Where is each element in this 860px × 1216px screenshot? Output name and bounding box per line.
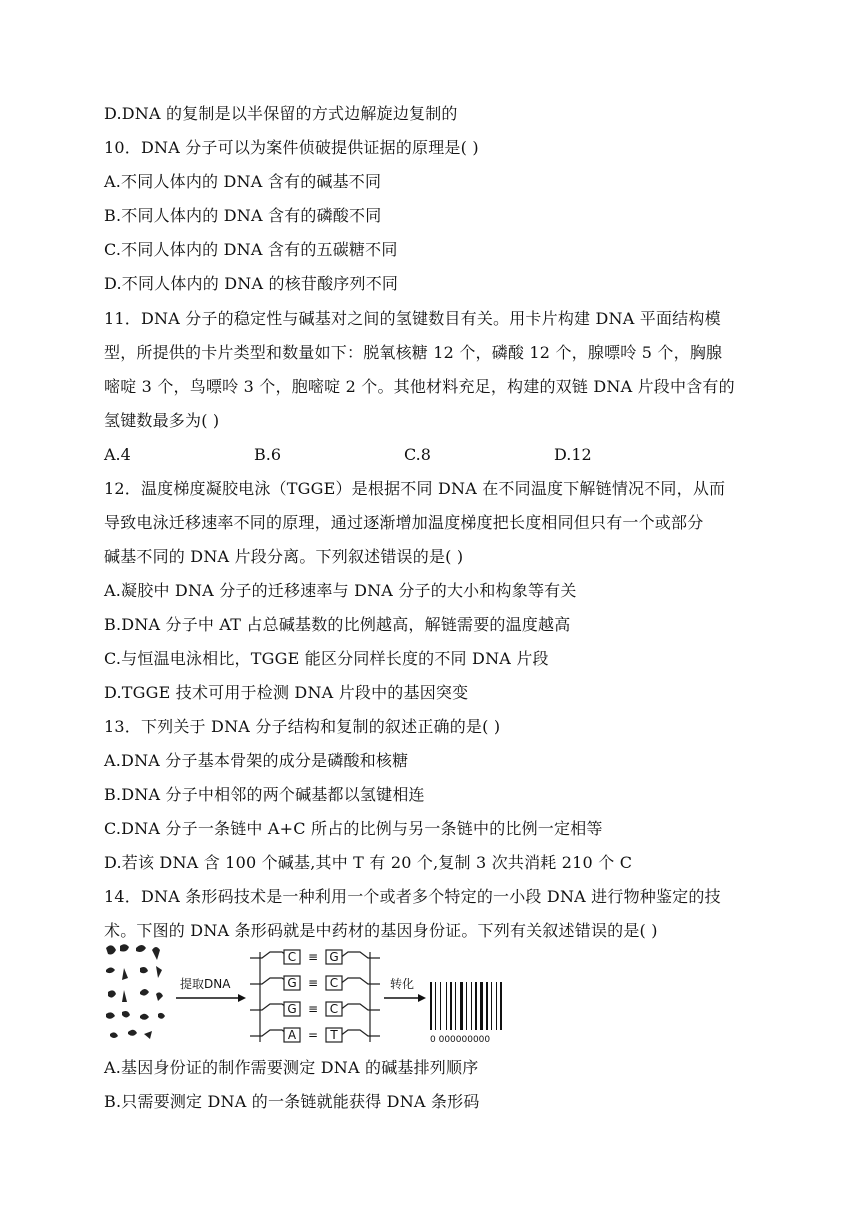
q13-option-c: C.DNA 分子一条链中 A+C 所占的比例与另一条链中的比例一定相等 [104, 819, 603, 838]
convert-label: 转化 [390, 977, 415, 991]
q12-stem-line2: 导致电泳迁移速率不同的原理，通过逐渐增加温度梯度把长度相同但只有一个或部分 [104, 513, 704, 532]
barcode-bar [491, 982, 492, 1030]
q14-stem-line2: 术。下图的 DNA 条形码就是中药材的基因身份证。下列有关叙述错误的是( ) [104, 921, 658, 940]
q12-option-b: B.DNA 分子中 AT 占总碱基数的比例越高，解链需要的温度越高 [104, 615, 571, 634]
q12-option-a: A.凝胶中 DNA 分子的迁移速率与 DNA 分子的大小和构象等有关 [104, 581, 577, 600]
base-letter: G [287, 976, 297, 990]
barcode-bar [496, 982, 497, 1030]
q12-stem-line3: 碱基不同的 DNA 片段分离。下列叙述错误的是( ) [104, 547, 464, 566]
q13-option-d: D.若该 DNA 含 100 个碱基,其中 T 有 20 个,复制 3 次共消耗 210 个 C [104, 853, 633, 872]
q11-option-d: D.12 [554, 445, 592, 464]
barcode-bar [471, 982, 472, 1030]
base-letter: A [287, 1028, 297, 1042]
base-letter: G [287, 1002, 297, 1016]
base-letter: T [330, 1028, 338, 1042]
q9-option-d: D.DNA 的复制是以半保留的方式边解旋边复制的 [104, 104, 458, 123]
q11-stem-line2: 型，所提供的卡片类型和数量如下：脱氧核糖 12 个，磷酸 12 个，腺嘌呤 5 个，胸腺 [104, 343, 723, 362]
barcode-bar [455, 982, 456, 1030]
q12-option-c: C.与恒温电泳相比，TGGE 能区分同样长度的不同 DNA 片段 [104, 649, 549, 668]
q14-stem-line1: 14．DNA 条形码技术是一种利用一个或者多个特定的一小段 DNA 进行物种鉴定的技 [104, 887, 721, 906]
q13-option-a: A.DNA 分子基本骨架的成分是磷酸和核糖 [104, 751, 409, 770]
extract-dna-label: 提取DNA [180, 977, 231, 991]
barcode-bar [430, 982, 432, 1030]
barcode-bar [435, 982, 436, 1030]
q11-option-c: C.8 [404, 445, 431, 464]
q10-option-b: B.不同人体内的 DNA 含有的磷酸不同 [104, 206, 382, 225]
q13-option-b: B.DNA 分子中相邻的两个碱基都以氢键相连 [104, 785, 425, 804]
q12-option-d: D.TGGE 技术可用于检测 DNA 片段中的基因突变 [104, 683, 469, 702]
convert-arrow [384, 976, 426, 1002]
base-letter: G [329, 950, 339, 964]
q11-stem-line1: 11．DNA 分子的稳定性与碱基对之间的氢键数目有关。用卡片构建 DNA 平面结构模 [104, 309, 721, 328]
hydrogen-bond: ≡ [307, 1002, 319, 1016]
barcode-bar [466, 982, 467, 1030]
extract-arrow [176, 976, 246, 1002]
barcode-bar [486, 982, 488, 1030]
q12-stem-line1: 12．温度梯度凝胶电泳（TGGE）是根据不同 DNA 在不同温度下解链情况不同，从而 [104, 479, 726, 498]
barcode-bar [480, 982, 483, 1030]
hydrogen-bond: ≡ [307, 950, 319, 964]
base-letter: C [329, 976, 339, 990]
hydrogen-bond: ≡ [307, 976, 319, 990]
hydrogen-bond: = [307, 1028, 319, 1042]
herb-samples-image [106, 944, 165, 1039]
barcode-image [430, 982, 502, 1030]
barcode-bar [450, 982, 452, 1030]
barcode-digits: 0 000000000 [430, 1035, 491, 1045]
q11-stem-line4: 氢键数最多为( ) [104, 411, 220, 430]
barcode-bar [460, 982, 463, 1030]
dna-barcode-figure [100, 938, 520, 1048]
q10-option-c: C.不同人体内的 DNA 含有的五碳糖不同 [104, 240, 398, 259]
q13-stem: 13．下列关于 DNA 分子结构和复制的叙述正确的是( ) [104, 717, 501, 736]
q10-option-a: A.不同人体内的 DNA 含有的碱基不同 [104, 172, 382, 191]
q11-option-b: B.6 [254, 445, 282, 464]
barcode-bar [446, 982, 447, 1030]
base-letter: C [329, 1002, 339, 1016]
q10-option-d: D.不同人体内的 DNA 的核苷酸序列不同 [104, 274, 399, 293]
q11-stem-line3: 嘧啶 3 个，鸟嘌呤 3 个，胞嘧啶 2 个。其他材料充足，构建的双链 DNA 片段中含有的 [104, 377, 735, 396]
q14-option-a: A.基因身份证的制作需要测定 DNA 的碱基排列顺序 [104, 1058, 479, 1077]
base-letter: C [287, 950, 297, 964]
q10-stem: 10．DNA 分子可以为案件侦破提供证据的原理是( ) [104, 138, 479, 157]
barcode-bar [500, 982, 502, 1030]
base-pairs [284, 950, 342, 1042]
barcode-bar [440, 982, 441, 1030]
q14-option-b: B.只需要测定 DNA 的一条链就能获得 DNA 条形码 [104, 1092, 480, 1111]
q11-option-a: A.4 [104, 445, 131, 464]
barcode-bar [475, 982, 477, 1030]
dna-barcode-diagram [100, 938, 520, 1048]
